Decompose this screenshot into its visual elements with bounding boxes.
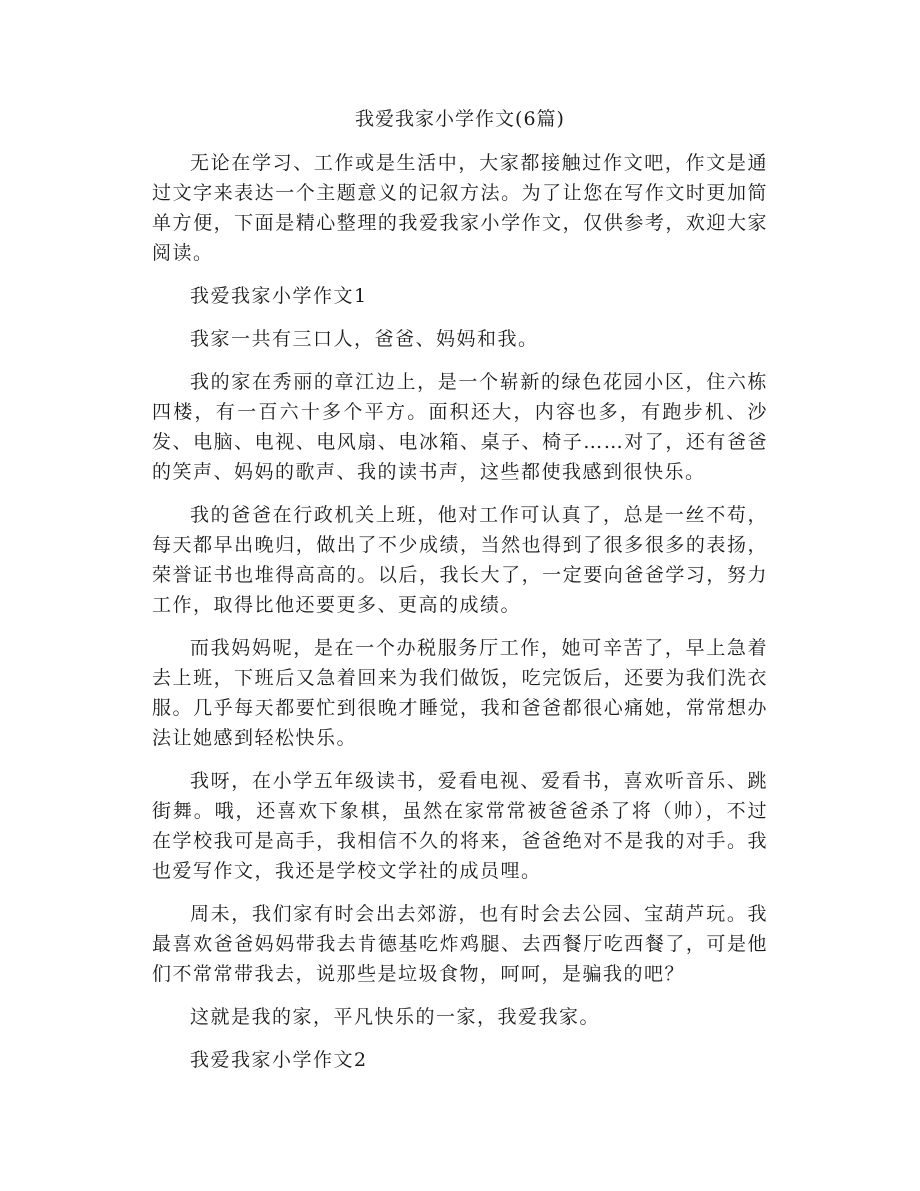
section-1-paragraph-2: 我的家在秀丽的章江边上，是一个崭新的绿色花园小区，住六栋四楼，有一百六十多个平方。面积还大，内容也多，有跑步机、沙发、电脑、电视、电风扇、电冰箱、桌子、椅子……对了，还有爸爸的笑声、妈妈的歌声、我的读书声，这些都使我感到很快乐。 xyxy=(152,371,768,483)
section-1-paragraph-3: 我的爸爸在行政机关上班，他对工作可认真了，总是一丝不苟，每天都早出晚归，做出了不少成绩，当然也得到了很多很多的表扬，荣誉证书也堆得高高的。以后，我长大了，一定要向爸爸学习，努力工作，取得比他还要更多、更高的成绩。 xyxy=(152,504,768,616)
section-1-paragraph-7: 这就是我的家，平凡快乐的一家，我爱我家。 xyxy=(190,1006,601,1028)
intro-paragraph: 无论在学习、工作或是生活中，大家都接触过作文吧，作文是通过文字来表达一个主题意义的记叙方法。为了让您在写作文时更加简单方便，下面是精心整理的我爱我家小学作文，仅供参考，欢迎大家阅读。 xyxy=(152,152,768,264)
section-1-paragraph-6: 周未，我们家有时会出去郊游，也有时会去公园、宝葫芦玩。我最喜欢爸爸妈妈带我去肯德基吃炸鸡腿、去西餐厅吃西餐了，可是他们不常常带我去，说那些是垃圾食物，呵呵，是骗我的吧？ xyxy=(152,903,768,985)
section-2-heading: 我爱我家小学作文2 xyxy=(190,1049,368,1071)
section-1-heading: 我爱我家小学作文1 xyxy=(190,285,368,307)
section-1-paragraph-4: 而我妈妈呢，是在一个办税服务厅工作，她可辛苦了，早上急着去上班，下班后又急着回来为我们做饭，吃完饭后，还要为我们洗衣服。几乎每天都要忙到很晚才睡觉，我和爸爸都很心痛她，常常想办法让她感到轻松快乐。 xyxy=(152,637,768,749)
section-1-paragraph-1: 我家一共有三口人，爸爸、妈妈和我。 xyxy=(190,328,539,350)
section-1-paragraph-5: 我呀，在小学五年级读书，爱看电视、爱看书，喜欢听音乐、跳街舞。哦，还喜欢下象棋，虽然在家常常被爸爸杀了将（帅），不过在学校我可是高手，我相信不久的将来，爸爸绝对不是我的对手。我也爱写作文，我还是学校文学社的成员哩。 xyxy=(152,770,768,882)
document-title: 我爱我家小学作文(6篇) xyxy=(355,108,565,130)
